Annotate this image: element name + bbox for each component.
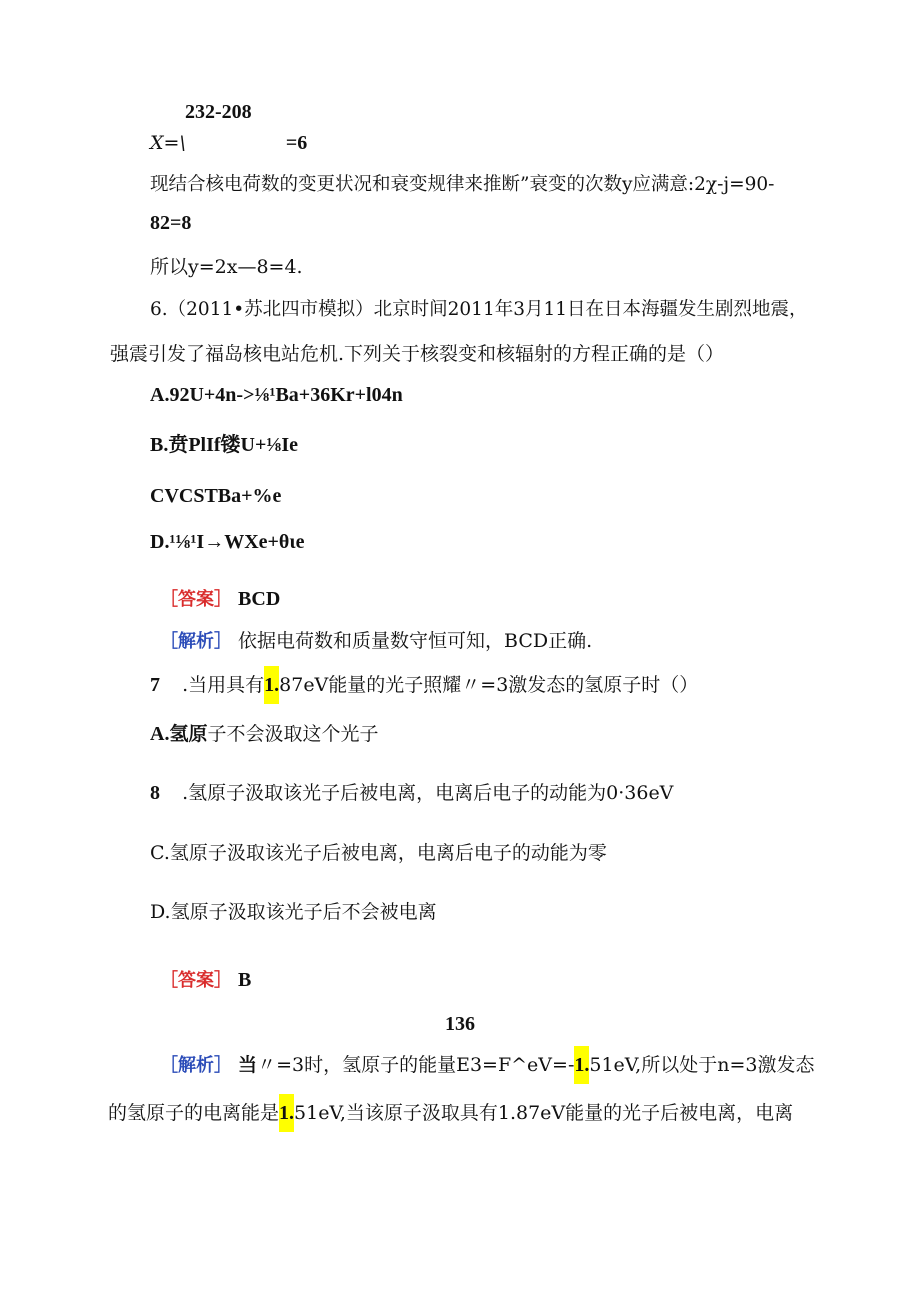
explanation-tag: ［解析］	[160, 631, 232, 652]
explanation-tag: ［解析］	[160, 1055, 232, 1076]
equation-lhs: X=\	[150, 132, 186, 154]
option-c: C.氢原子汲取该光子后被电离，电离后电子的动能为零	[150, 842, 607, 864]
equation-line	[150, 131, 307, 155]
explanation-line: ［解析］ 当〃=3时，氢原子的能量E3=F^eV=-1.51eV,所以处于n=3激发态	[160, 1053, 814, 1078]
answer-value: BCD	[238, 588, 281, 610]
paragraph-line: 所以y=2x—8=4.	[150, 256, 303, 278]
option-a: A.92U+4n->⅛¹Ba+36Kr+l04n	[150, 384, 403, 406]
fraction-numerator: 232-208	[185, 101, 252, 123]
answer-value: B	[238, 969, 252, 991]
question-number: 7	[150, 674, 160, 696]
explanation-text: 依据电荷数和质量数守恒可知，BCD正确.	[238, 630, 593, 652]
highlight: 1.	[264, 666, 279, 704]
answer-line	[160, 587, 280, 612]
page-number: 136	[445, 1013, 475, 1035]
option-b: 8 .氢原子汲取该光子后被电离，电离后电子的动能为0·36eV	[150, 782, 674, 804]
paragraph-line: 现结合核电荷数的变更状况和衰变规律来推断”衰变的次数y应满意:2χ-j=90-	[150, 174, 775, 195]
option-d: D.¹⅛¹I→WXe+θιe	[150, 531, 305, 553]
question-number: 8	[150, 782, 160, 804]
answer-tag: ［答案］	[160, 970, 232, 991]
paragraph-line: 82=8	[150, 212, 192, 234]
answer-tag: ［答案］	[160, 589, 232, 610]
question-6-cont: 强震引发了福岛核电站危机.下列关于核裂变和核辐射的方程正确的是（）	[110, 343, 725, 365]
option-b: B.贲PlIf镂U+⅛Ie	[150, 434, 299, 456]
option-d: D.氢原子汲取该光子后不会被电离	[150, 901, 437, 923]
question-7: 7 .当用具有1.87eV能量的光子照耀〃=3激发态的氢原子时（）	[150, 673, 698, 697]
highlight: 1.	[279, 1094, 294, 1132]
highlight: 1.	[574, 1046, 589, 1084]
option-a: A.氢原子不会汲取这个光子	[150, 723, 379, 745]
explanation-line: 的氢原子的电离能是1.51eV,当该原子汲取具有1.87eV能量的光子后被电离，电离	[108, 1101, 793, 1125]
explanation-line	[160, 629, 592, 654]
equation-rhs: =6	[285, 132, 308, 154]
question-6: 6.（2011•苏北四市模拟）北京时间2011年3月11日在日本海疆发生剧烈地震，	[150, 299, 808, 320]
option-c: CVCSTBa+%e	[150, 485, 282, 507]
answer-line	[160, 968, 251, 993]
